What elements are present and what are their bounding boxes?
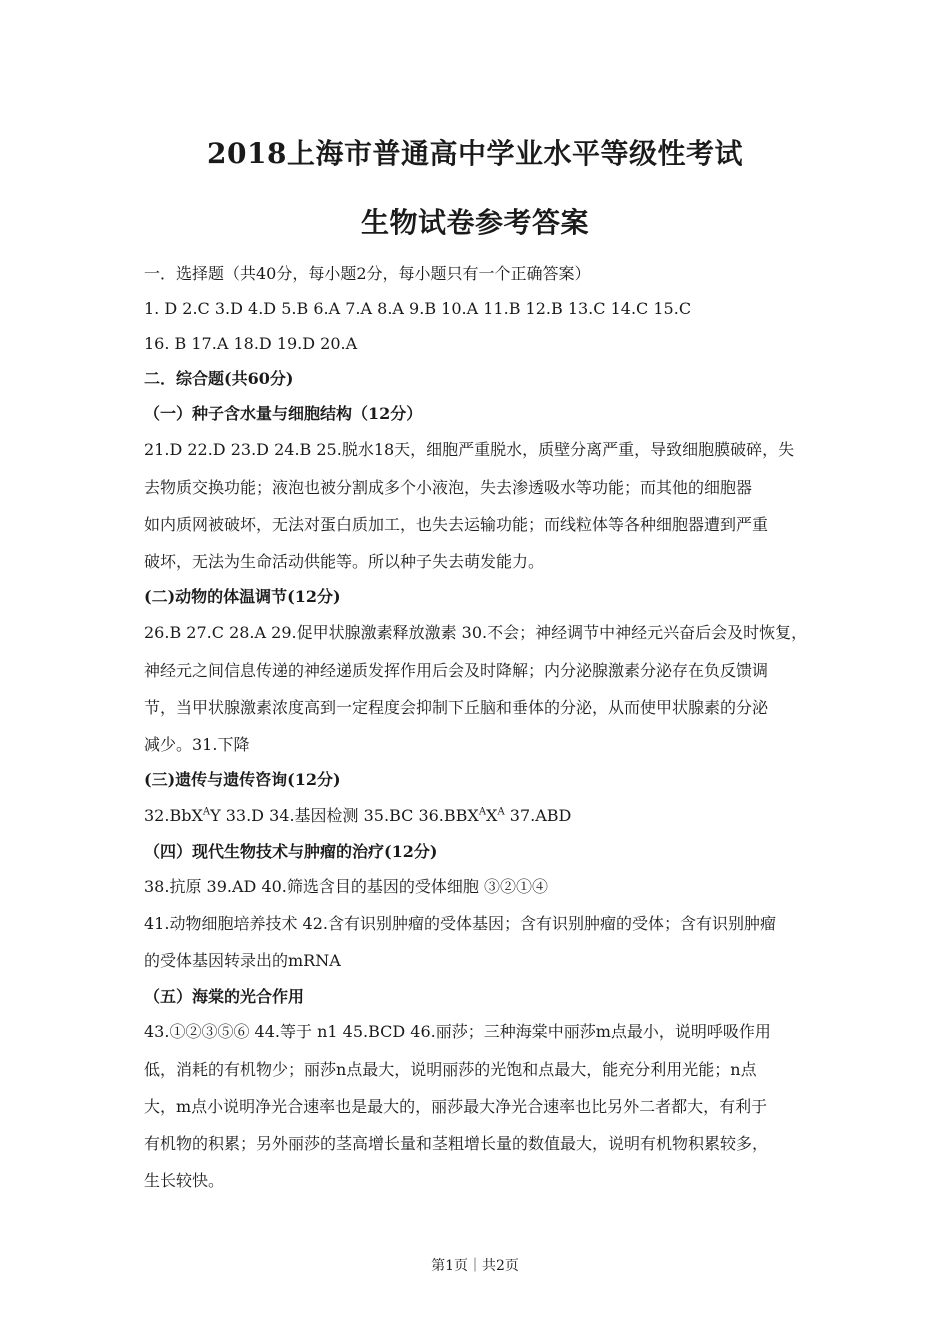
part2-header: (二)动物的体温调节(12分) <box>144 587 341 606</box>
part1-line: 去物质交换功能；液泡也被分割成多个小液泡，失去渗透吸水等功能；而其他的细胞器 <box>144 478 753 497</box>
part1-line: 如内质网被破坏，无法对蛋白质加工，也失去运输功能；而线粒体等各种细胞器遭到严重 <box>144 515 769 534</box>
part1-header: （一）种子含水量与细胞结构（12分） <box>144 404 423 423</box>
part5-line: 大，m点小说明净光合速率也是最大的，丽莎最大净光合速率也比另外二者都大，有利于 <box>144 1097 768 1116</box>
part3-answers <box>144 805 824 827</box>
part5-header: （五）海棠的光合作用 <box>144 987 305 1006</box>
part3-text: 32.BbX <box>144 806 203 825</box>
superscript: A <box>478 806 487 818</box>
superscript: A <box>497 806 505 818</box>
part5-line: 低，消耗的有机物少；丽莎n点最大，说明丽莎的光饱和点最大，能充分利用光能；n点 <box>144 1060 757 1079</box>
doc-subtitle: 生物试卷参考答案 <box>360 206 589 239</box>
mc-answers-line1: 1. D 2.C 3.D 4.D 5.B 6.A 7.A 8.A 9.B 10.A 11.B 12.B 13.C 14.C 15.C <box>144 299 692 318</box>
part2-line: 节，当甲状腺激素浓度高到一定程度会抑制下丘脑和垂体的分泌，从而使甲状腺素的分泌 <box>144 698 769 717</box>
part3-text: Y 33.D 34.基因检测 35.BC 36.BBX <box>210 806 479 825</box>
part2-line: 神经元之间信息传递的神经递质发挥作用后会及时降解；内分泌腺激素分泌存在负反馈调 <box>144 661 769 680</box>
part4-header: （四）现代生物技术与肿瘤的治疗(12分) <box>144 842 438 861</box>
part1-line: 21.D 22.D 23.D 24.B 25.脱水18天，细胞严重脱水，质壁分离严重，导致细胞膜破碎，失 <box>144 440 795 459</box>
part4-line: 38.抗原 39.AD 40.筛选含目的基因的受体细胞 ③②①④ <box>144 877 548 896</box>
part1-line: 破坏，无法为生命活动供能等。所以种子失去萌发能力。 <box>144 552 545 571</box>
section2-header: 二．综合题(共60分) <box>144 369 294 388</box>
section1-header: 一．选择题（共40分，每小题2分，每小题只有一个正确答案） <box>144 264 591 283</box>
part3-header: (三)遗传与遗传咨询(12分) <box>144 770 341 789</box>
part5-line: 有机物的积累；另外丽莎的茎高增长量和茎粗增长量的数值最大，说明有机物积累较多， <box>144 1134 769 1153</box>
part2-line: 26.B 27.C 28.A 29.促甲状腺激素释放激素 30.不会；神经调节中神经元兴奋后会及时恢复， <box>144 623 808 642</box>
part4-line: 41.动物细胞培养技术 42.含有识别肿瘤的受体基因；含有识别肿瘤的受体；含有识别肿瘤 <box>144 914 776 933</box>
part5-line: 43.①②③⑤⑥ 44.等于 n1 45.BCD 46.丽莎；三种海棠中丽莎m点最小，说明呼吸作用 <box>144 1022 771 1041</box>
part3-text: 37.ABD <box>504 806 572 825</box>
mc-answers-line2: 16. B 17.A 18.D 19.D 20.A <box>144 334 358 353</box>
part2-line: 减少。31.下降 <box>144 735 250 754</box>
part4-line: 的受体基因转录出的mRNA <box>144 951 341 970</box>
page-footer: 第1页｜共2页 <box>431 1258 519 1274</box>
part3-text: X <box>486 806 498 825</box>
doc-title: 2018上海市普通高中学业水平等级性考试 <box>207 137 743 170</box>
part5-line: 生长较快。 <box>144 1171 225 1190</box>
superscript: A <box>202 806 211 818</box>
